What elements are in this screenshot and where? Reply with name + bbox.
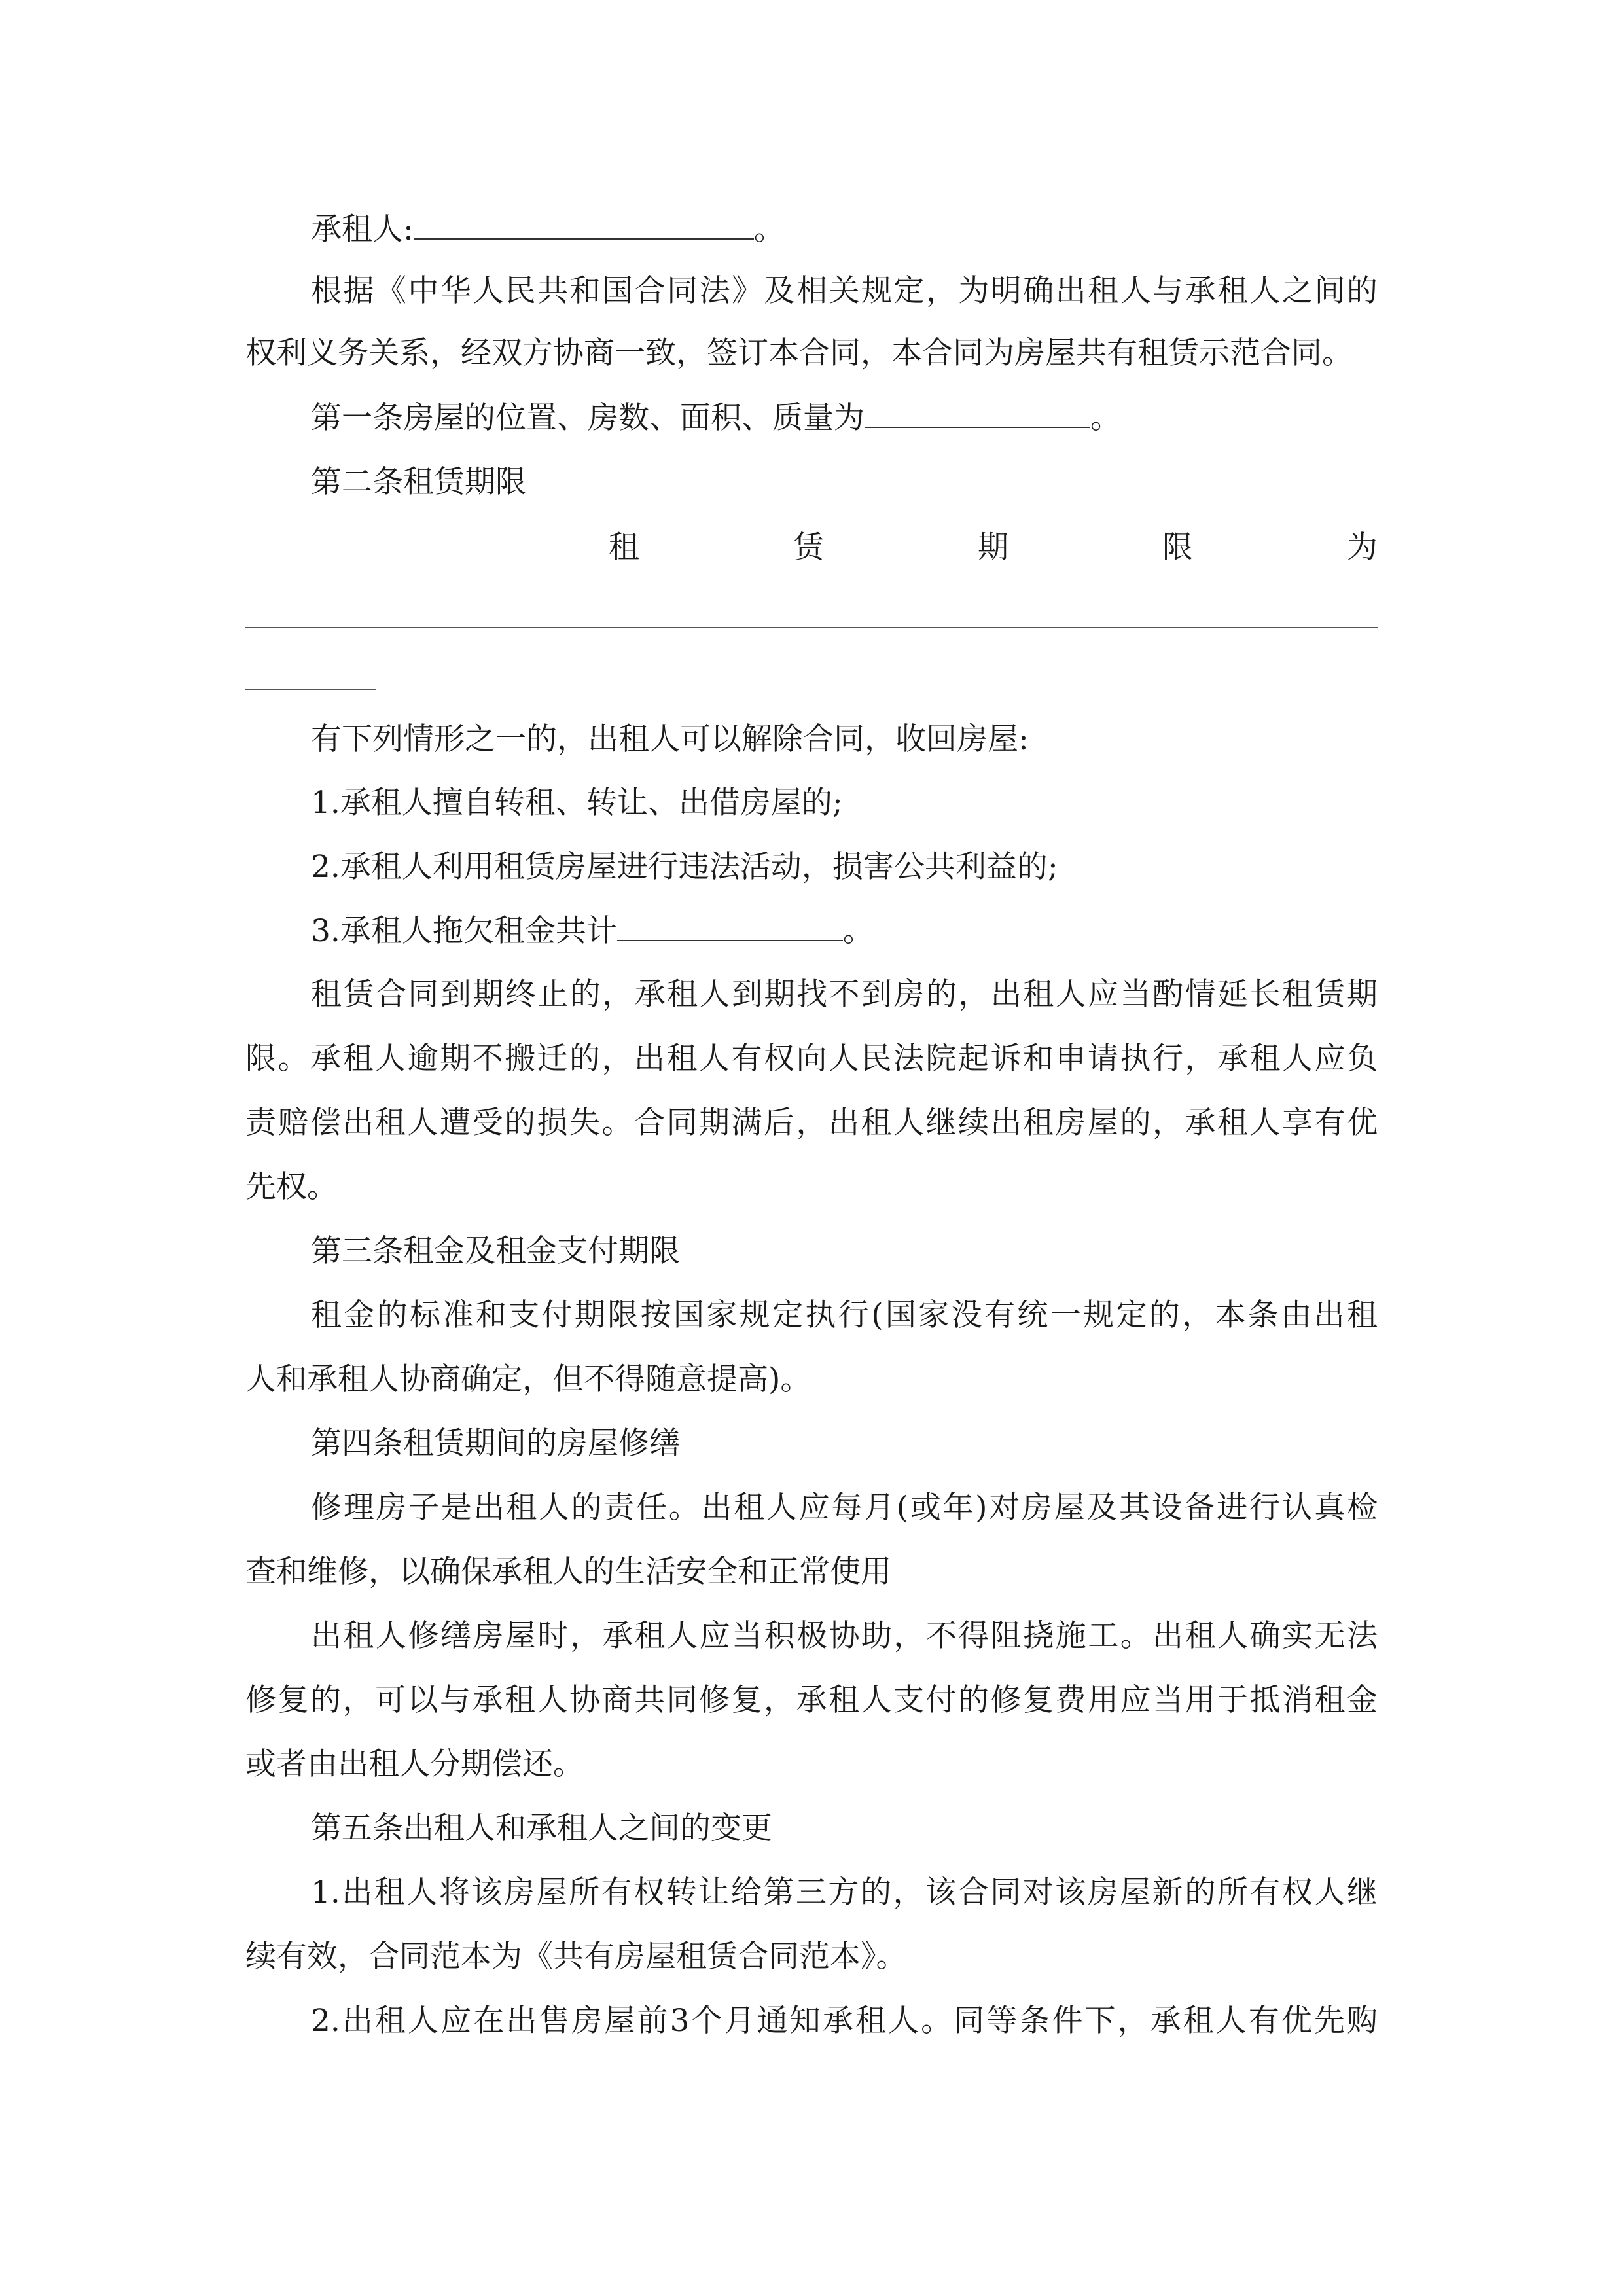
terminate-item-1: 1.承租人擅自转租、转让、出借房屋的; [311,785,843,821]
article-5-p1-line-2: 续有效，合同范本为《共有房屋租赁合同范本》。 [245,1939,907,1975]
expiry-line-3: 责赔偿出租人遭受的损失。合同期满后，出租人继续出租房屋的，承租人享有优 [245,1105,1378,1141]
lessee-blank [414,209,754,240]
expiry-line-2: 限。承租人逾期不搬迁的，出租人有权向人民法院起诉和申请执行，承租人应负 [245,1041,1378,1077]
article-2-spread [609,528,1378,567]
terminate-intro: 有下列情形之一的，出租人可以解除合同，收回房屋: [311,721,1029,757]
lessee-line [311,209,1378,249]
article-4-title: 第四条租赁期间的房屋修缮 [311,1426,680,1462]
article-3-line-2: 人和承租人协商确定，但不得随意提高)。 [245,1361,812,1397]
article-5-title: 第五条出租人和承租人之间的变更 [311,1810,772,1846]
spread-char: 为 [1347,529,1378,565]
article-2-title: 第二条租赁期限 [311,464,526,500]
item-3-end: 。 [842,913,874,949]
spread-char: 限 [1162,529,1193,565]
lessee-label: 承租人: [311,211,414,247]
spread-char: 租 [609,529,639,565]
article-4-p2-line-2: 修复的，可以与承租人协商共同修复，承租人支付的修复费用应当用于抵消租金 [245,1682,1378,1718]
expiry-line-4: 先权。 [245,1169,338,1205]
article-5-p2-line-1: 2.出租人应在出售房屋前3个月通知承租人。同等条件下，承租人有优先购 [311,2003,1378,2039]
article-1 [311,398,1378,438]
intro-line-2: 权利义务关系，经双方协商一致，签订本合同，本合同为房屋共有租赁示范合同。 [245,335,1353,371]
intro-line-1: 根据《中华人民共和国合同法》及相关规定，为明确出租人与承租人之间的 [311,273,1378,309]
article-3-line-1: 租金的标准和支付期限按国家规定执行(国家没有统一规定的，本条由出租 [311,1297,1378,1333]
item-3-text: 3.承租人拖欠租金共计 [311,913,617,949]
spread-char: 赁 [793,529,824,565]
article-4-p1-line-2: 查和维修，以确保承租人的生活安全和正常使用 [245,1554,891,1590]
article-3-title: 第三条租金及租金支付期限 [311,1233,680,1269]
article-4-p1-line-1: 修理房子是出租人的责任。出租人应每月(或年)对房屋及其设备进行认真检 [311,1490,1378,1526]
terminate-item-3 [311,911,1378,951]
expiry-line-1: 租赁合同到期终止的，承租人到期找不到房的，出租人应当酌情延长租赁期 [311,977,1378,1013]
term-blank-line-1 [245,627,1378,628]
article-4-p2-line-3: 或者由出租人分期偿还。 [245,1746,584,1782]
item-3-blank [617,911,843,941]
lessee-end: 。 [753,211,785,247]
spread-char: 期 [978,529,1008,565]
article-5-p1-line-1: 1.出租人将该房屋所有权转让给第三方的，该合同对该房屋新的所有权人继 [311,1874,1378,1910]
article-1-end: 。 [1090,400,1121,436]
article-1-blank [865,398,1090,428]
term-blank-line-2 [245,689,376,690]
article-4-p2-line-1: 出租人修缮房屋时，承租人应当积极协助，不得阻挠施工。出租人确实无法 [311,1618,1378,1654]
terminate-item-2: 2.承租人利用租赁房屋进行违法活动，损害公共利益的; [311,849,1058,885]
article-1-text: 第一条房屋的位置、房数、面积、质量为 [311,400,865,436]
